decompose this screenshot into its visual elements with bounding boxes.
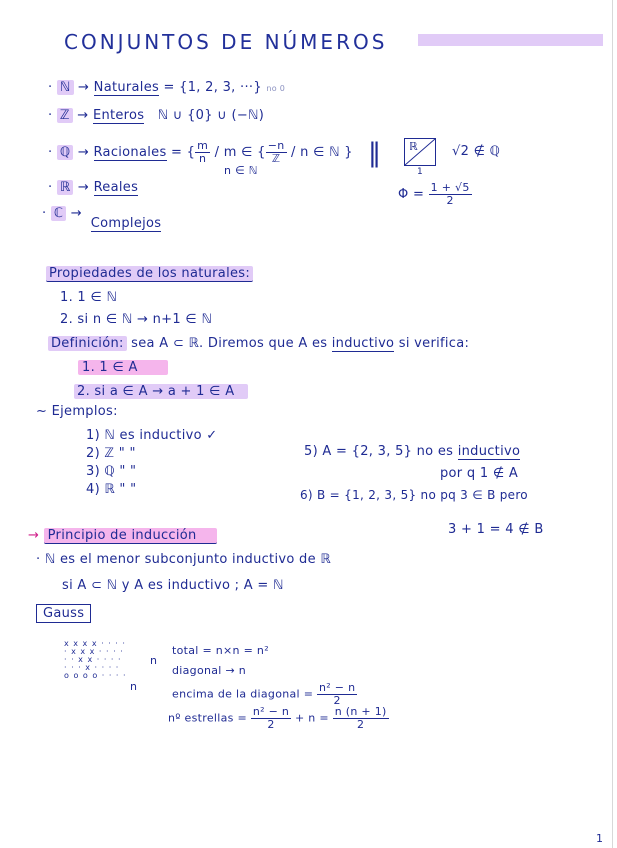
arrow-icon: → xyxy=(78,80,90,95)
title-highlight xyxy=(418,34,603,46)
gauss-encima: encima de la diagonal = $\frac{\text{n² − n}}{2}$ xyxy=(172,681,356,707)
propiedades-heading: Propiedades de los naturales: xyxy=(46,266,253,281)
racionales-fraction: $\frac{m}{n}$ xyxy=(197,139,209,165)
ejemplo-3: 3) ℚ " " xyxy=(86,464,137,479)
enteros-symbol: ℤ xyxy=(57,108,73,123)
enteros-desc: ℕ ∪ {0} ∪ (−ℕ) xyxy=(157,108,265,123)
set-naturales: · ℕ → Naturales = {1, 2, 3, ···} no 0 xyxy=(48,80,286,95)
arrow-icon: → xyxy=(70,206,82,221)
set-reales: · ℝ → Reales xyxy=(48,180,139,195)
parallel-marker: ‖ xyxy=(368,138,382,168)
arrow-icon: → xyxy=(77,145,90,160)
reales-symbol: ℝ xyxy=(57,180,74,195)
racionales-sub: n ∈ ℕ xyxy=(224,164,258,177)
ejemplos-heading: ~ Ejemplos: xyxy=(36,404,118,419)
gauss-dot-grid: x x x x · · · · · x x x · · · · · · x x · · · · · · · x · · · · o o o o · · · · xyxy=(64,639,127,680)
naturales-symbol: ℕ xyxy=(57,80,74,95)
page-title xyxy=(64,30,387,54)
gauss-n-side: n xyxy=(150,654,158,667)
ejemplo-5-reason: por q 1 ∉ A xyxy=(440,466,519,481)
arrow-icon: → xyxy=(28,528,40,543)
gauss-n-bottom: n xyxy=(130,680,138,693)
unit-square-diagram xyxy=(404,138,436,177)
induccion-line-2: si A ⊂ ℕ y A es inductivo ; A = ℕ xyxy=(62,578,284,593)
racionales-close: / n ∈ ℕ } xyxy=(290,145,353,160)
page-edge-line xyxy=(612,0,613,848)
condicion-2: 2. si a ∈ A → a + 1 ∈ A xyxy=(74,384,248,399)
racionales-name: Racionales xyxy=(93,145,167,160)
ejemplo-6: 6) B = {1, 2, 3, 5} no pq 3 ∈ B pero xyxy=(300,488,528,502)
reales-name: Reales xyxy=(93,180,139,195)
induccion-line-1: · ℕ es el menor subconjunto inductivo de ℝ xyxy=(36,552,331,567)
enteros-name: Enteros xyxy=(92,108,145,123)
propiedad-1: 1. 1 ∈ ℕ xyxy=(60,290,118,305)
condicion-1: 1. 1 ∈ A xyxy=(78,360,168,375)
square-label: ℝ xyxy=(409,140,418,153)
racionales-inner-fraction: $\frac{-n}{\text{ℤ}}$ xyxy=(267,139,285,165)
set-racionales: · ℚ → Racionales = { $\frac{m}{n}$ / m ∈ { $\frac{-n}{\text{ℤ}}$ / n ∈ ℕ } xyxy=(48,139,353,165)
arrow-icon: → xyxy=(77,180,90,195)
naturales-desc: = {1, 2, 3, ···} xyxy=(163,80,262,95)
complejos-symbol: ℂ xyxy=(51,206,66,221)
square-side-label: 1 xyxy=(417,167,423,177)
arrow-icon: → xyxy=(77,108,89,123)
ejemplo-1: 1) ℕ es inductivo ✓ xyxy=(86,428,218,443)
racionales-open: = { xyxy=(170,145,196,160)
ejemplo-6-reason: 3 + 1 = 4 ∉ B xyxy=(448,522,544,537)
induccion-heading: → Principio de inducción xyxy=(28,528,217,543)
propiedad-2: 2. si n ∈ ℕ → n+1 ∈ ℕ xyxy=(60,312,213,327)
racionales-symbol: ℚ xyxy=(57,145,74,160)
racionales-mid: / m ∈ { xyxy=(214,145,266,160)
definicion-line: Definición: sea A ⊂ ℝ. Diremos que A es inductivo si verifica: xyxy=(48,336,469,351)
title-text: CONJUNTOS DE NÚMEROS xyxy=(64,30,388,54)
ejemplo-5: 5) A = {2, 3, 5} no es inductivo xyxy=(304,444,521,459)
golden-ratio: Φ = $\frac{1 + √5}{2}$ xyxy=(398,181,470,207)
set-enteros: · ℤ → Enteros ℕ ∪ {0} ∪ (−ℕ) xyxy=(48,108,265,123)
page-number: 1 xyxy=(596,832,604,845)
gauss-label: Gauss xyxy=(36,606,91,621)
naturales-note: no 0 xyxy=(266,84,286,93)
ejemplo-4: 4) ℝ " " xyxy=(86,482,137,497)
gauss-diagonal: diagonal → n xyxy=(172,664,247,677)
complejos-name: Complejos xyxy=(90,216,162,231)
ejemplo-2: 2) ℤ " " xyxy=(86,446,136,461)
gauss-total: total = n×n = n² xyxy=(172,644,269,657)
gauss-estrellas: nº estrellas = $\frac{\text{n² − n}}{2}$ + n = $\frac{n (n + 1)}{2}$ xyxy=(168,705,387,731)
set-complejos: · ℂ → Complejos xyxy=(42,206,162,231)
naturales-name: Naturales xyxy=(93,80,160,95)
sqrt2-statement: √2 ∉ ℚ xyxy=(452,144,501,159)
